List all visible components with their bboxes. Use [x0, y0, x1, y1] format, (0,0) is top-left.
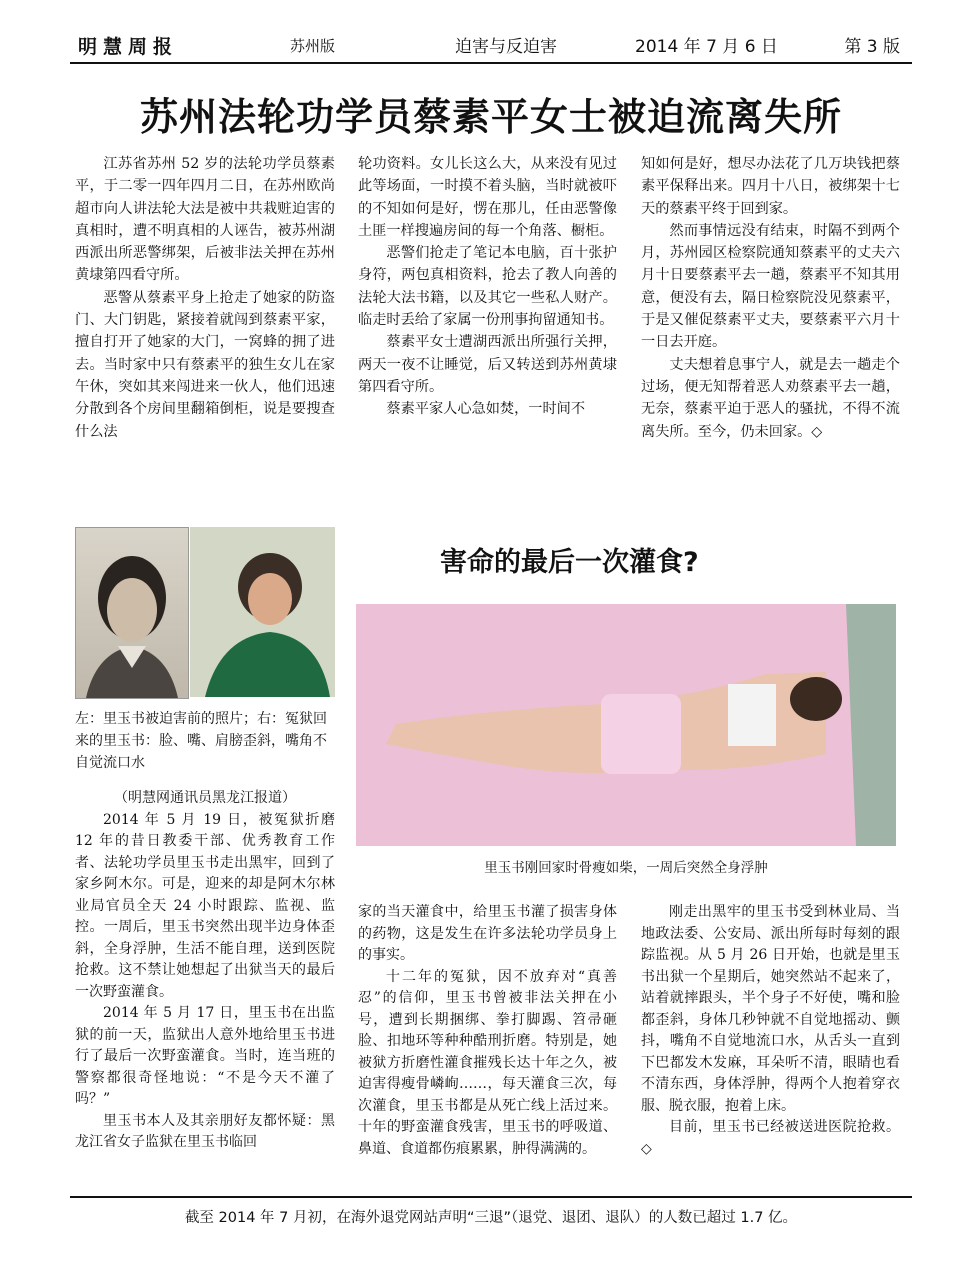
portrait-before-image [76, 528, 188, 698]
article2-paragraph: 里玉书本人及其亲朋好友都怀疑：黑龙江省女子监狱在里玉书临回 [75, 1112, 335, 1150]
article2-paragraph: 2014 年 5 月 19 日，被冤狱折磨 12 年的昔日教委干部、优秀教育工作者、法轮功学员里玉书走出黑牢，回到了家乡阿木尔。可是，迎来的却是阿木尔林业局官员全天 24 小时跟踪、监视、监控。一周后，里玉书突然出现半边身体歪斜，全身浮肿，生活不能自理，送到医院抢救。这不禁让她想起了出狱当天的最后一次野蛮灌食。 [75, 811, 335, 1000]
portrait-photo-after [190, 527, 335, 697]
portrait-after-image [190, 527, 335, 697]
masthead: 明慧周报 [78, 36, 179, 58]
article1-paragraph: 蔡素平家人心急如焚，一时间不 [386, 401, 586, 418]
article1-column-3 [641, 153, 900, 443]
article1-paragraph: 蔡素平女士遭湖西派出所强行关押，两天一夜不让睡觉，后又转送到苏州黄埭第四看守所。 [358, 334, 617, 395]
article2-byline: （明慧网通讯员黑龙江报道） [114, 790, 296, 806]
page-header [70, 30, 912, 60]
article1-column-2 [358, 153, 617, 421]
article2-title: 害命的最后一次灌食? [440, 547, 699, 578]
article2-column-1 [75, 788, 335, 1154]
article2-paragraph: 2014 年 5 月 17 日，里玉书在出监狱的前一天，监狱出人意外地给里玉书进行了最后一次野蛮灌食。当时，连当班的警察都很奇怪地说：“不是今天不灌了吗？” [75, 1005, 335, 1107]
portrait-photo-before [75, 527, 189, 699]
article1-column-1 [75, 153, 335, 443]
article1-paragraph: 然而事情远没有结束，时隔不到两个月，苏州园区检察院通知蔡素平的丈夫六月十日要蔡素平去一趟，蔡素平不知其用意，便没有去，隔日检察院没见蔡素平，于是又催促蔡素平丈夫，要蔡素平六月十一日去开庭。 [641, 222, 900, 351]
article1-paragraph: 恶警们抢走了笔记本电脑，百十张护身符，两包真相资料，抢去了教人向善的法轮大法书籍，以及其它一些私人财产。临走时丢给了家属一份刑事拘留通知书。 [358, 245, 617, 329]
article2-column-2 [358, 902, 617, 1160]
article1-paragraph: 丈夫想着息事宁人，就是去一趟走个过场，便无知帮着恶人劝蔡素平去一趟，无奈，蔡素平迫于恶人的骚扰，不得不流离失所。至今，仍未回家。◇ [641, 356, 900, 440]
article1-paragraph: 轮功资料。女儿长这么大，从来没有见过此等场面，一时摸不着头脑，当时就被吓的不知如何是好，愣在那儿，任由恶警像土匪一样搜遍房间的每一个角落、橱柜。 [358, 156, 617, 239]
article1-paragraph: 江苏省苏州 52 岁的法轮功学员蔡素平，于二零一四年四月二日，在苏州欧尚超市向人讲法轮大法是被中共栽赃迫害的真相时，遭不明真相的人诬告，被苏州湖西派出所恶警绑架，后被非法关押在苏州黄埭第四看守所。 [75, 156, 335, 284]
article2-paragraph: 刚走出黑牢的里玉书受到林业局、当地政法委、公安局、派出所每时每刻的跟踪监视。从 5 月 26 日开始，也就是里玉书出狱一个星期后，她突然站不起来了，站着就摔跟头，半个身子不好使，嘴和脸都歪斜，身体几秒钟就不自觉地摇动、颤抖，嘴角不自觉地流口水，从舌头一直到下巴都发木发麻，耳朵听不清，眼睛也看不清东西，身体浮肿，得两个人抱着穿衣服、脱衣服，抱着上床。 [641, 904, 900, 1114]
footer-notice: 截至 2014 年 7 月初，在海外退党网站声明“三退”（退党、退团、退队）的人数已超过 1.7 亿。 [184, 1210, 798, 1226]
page-number: 第 3 版 [844, 37, 900, 57]
victim-photo-caption: 里玉书刚回家时骨瘦如柴，一周后突然全身浮肿 [484, 860, 768, 876]
edition-label: 苏州版 [290, 37, 336, 55]
article1-paragraph: 恶警从蔡素平身上抢走了她家的防盗门、大门钥匙，紧接着就闯到蔡素平家，擅自打开了她家的大门，一窝蜂的拥了进去。当时家中只有蔡素平的独生女儿在家午休，突如其来闯进来一伙人，他们迅速分散到各个房间里翻箱倒柜，说是要搜查什么法 [75, 289, 335, 440]
victim-photo [356, 604, 896, 846]
section-label: 迫害与反迫害 [455, 37, 557, 57]
victim-image [356, 604, 896, 846]
portrait-caption: 左：里玉书被迫害前的照片；右：冤狱回来的里玉书：脸、嘴、肩膀歪斜，嘴角不自觉流口水 [75, 711, 327, 771]
article2-column-3 [641, 902, 900, 1160]
article1-title: 苏州法轮功学员蔡素平女士被迫流离失所 [139, 94, 842, 139]
article2-paragraph: 家的当天灌食中，给里玉书灌了损害身体的药物，这是发生在许多法轮功学员身上的事实。 [358, 904, 617, 963]
article2-paragraph: 目前，里玉书已经被送进医院抢救。◇ [641, 1119, 900, 1157]
article2-paragraph: 十二年的冤狱，因不放弃对“真善忍”的信仰，里玉书曾被非法关押在小号，遭到长期捆绑、拳打脚踢、笤帚砸脸、扣地环等种种酷刑折磨。特别是，她被狱方折磨性灌食摧残长达十年之久，被迫害得瘦骨嶙峋……，每天灌食三次，每次灌食，里玉书都是从死亡线上活过来。十年的野蛮灌食残害，里玉书的呼吸道、鼻道、食道都伤痕累累，肿得满满的。 [358, 968, 617, 1157]
header-rule [70, 62, 912, 64]
article1-paragraph: 知如何是好，想尽办法花了几万块钱把蔡素平保释出来。四月十八日，被绑架十七天的蔡素平终于回到家。 [641, 156, 900, 217]
issue-date: 2014 年 7 月 6 日 [635, 37, 778, 57]
footer-rule [70, 1196, 912, 1198]
